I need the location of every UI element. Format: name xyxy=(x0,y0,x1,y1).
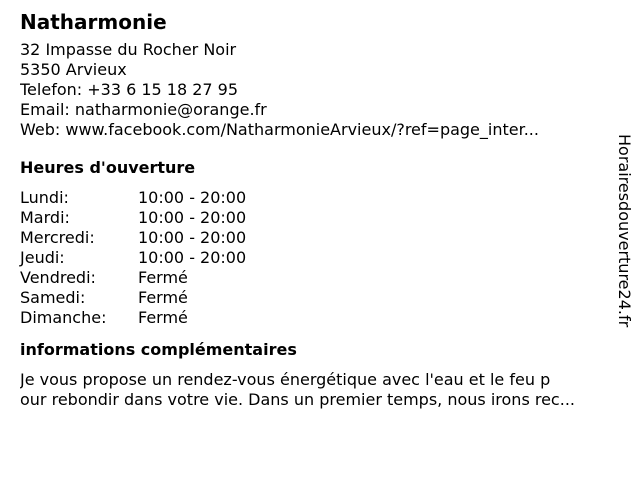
hours-row-saturday xyxy=(20,288,610,308)
day-label: Lundi: xyxy=(20,188,69,207)
site-brand-text: Horairesdouverture24.fr xyxy=(615,134,634,328)
day-label: Mardi: xyxy=(20,208,70,227)
hours-row-friday xyxy=(20,268,610,288)
day-hours: 10:00 - 20:00 xyxy=(138,248,247,267)
day-hours: Fermé xyxy=(138,268,188,287)
day-label: Dimanche: xyxy=(20,308,107,327)
day-label: Jeudi: xyxy=(20,248,65,267)
day-hours: 10:00 - 20:00 xyxy=(138,228,247,247)
email-line: Email: natharmonie@orange.fr xyxy=(20,100,267,119)
hours-row-thursday xyxy=(20,248,610,268)
hours-row-sunday xyxy=(20,308,610,328)
day-label: Vendredi: xyxy=(20,268,96,287)
day-label: Mercredi: xyxy=(20,228,95,247)
phone-line: Telefon: +33 6 15 18 27 95 xyxy=(20,80,239,99)
day-hours: Fermé xyxy=(138,288,188,307)
web-line: Web: www.facebook.com/NatharmonieArvieux/?ref=page_inter... xyxy=(20,120,539,139)
business-card xyxy=(20,8,610,410)
description-line-1: Je vous propose un rendez-vous énergétique avec l'eau et le feu p xyxy=(20,370,551,389)
day-hours: 10:00 - 20:00 xyxy=(138,188,247,207)
description-line-2: our rebondir dans votre vie. Dans un premier temps, nous irons rec... xyxy=(20,390,575,409)
day-hours: Fermé xyxy=(138,308,188,327)
hours-row-tuesday xyxy=(20,208,610,228)
day-hours: 10:00 - 20:00 xyxy=(138,208,247,227)
address-line-1: 32 Impasse du Rocher Noir xyxy=(20,40,237,59)
business-name: Natharmonie xyxy=(20,10,167,34)
hours-row-monday xyxy=(20,188,610,208)
hours-heading: Heures d'ouverture xyxy=(20,158,196,177)
day-label: Samedi: xyxy=(20,288,86,307)
address-line-2: 5350 Arvieux xyxy=(20,60,127,79)
hours-table xyxy=(20,188,610,328)
hours-row-wednesday xyxy=(20,228,610,248)
info-heading: informations complémentaires xyxy=(20,340,297,359)
